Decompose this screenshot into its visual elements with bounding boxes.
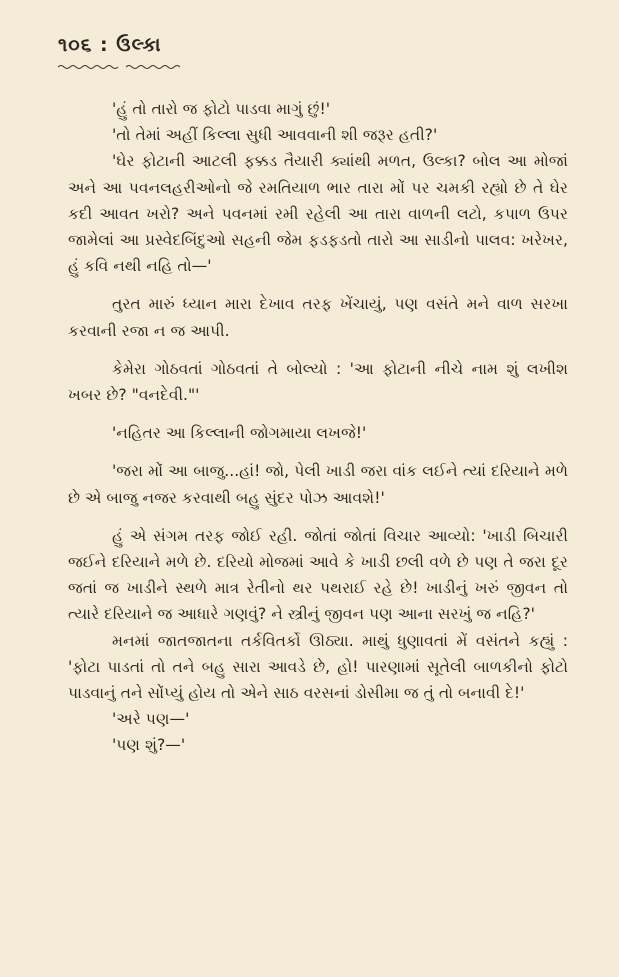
paragraph: મનમાં જાતજાતના તર્કવિતર્કો ઊઠ્યા. માથું ધુણાવતાં મેં વસંતને કહ્યું : 'ફોટા પાડતાં તો તને બહુ સારા આવડે છે, હો! પારણામાં સૂતેલી બાળકીનો ફોટો પાડવાનું તને સોંપ્યું હોય તો એને સાઠ વરસનાં ડોસીમા જ તું તો બનાવી દે!': [68, 631, 568, 703]
body-text: [68, 96, 568, 759]
running-head: ૧૦૬ : ઉલ્કા: [58, 34, 162, 56]
paragraph: 'તો તેમાં અહીં કિલ્લા સુધી આવવાની શી જરૂર હતી?': [112, 126, 438, 145]
paragraph: 'જરા મોં આ બાજુ...હાં! જો, પેલી ખાડી જરા વાંક લઈને ત્યાં દરિયાને મળે છે એ બાજુ નજર કરવાથી બહુ સુંદર પોઝ આવશે!': [68, 462, 568, 507]
paragraph: 'નહિતર આ કિલ્લાની જોગમાયા લખજે!': [112, 424, 367, 443]
paragraph: 'ઘેર ફોટાની આટલી ફક્કડ તૈયારી ક્યાંથી મળત, ઉલ્કા? બોલ આ મોજાં અને આ પવનલહરીઓનો જે રમતિયાળ ભાર તારા મોં પર ચમકી રહ્યો છે તે ઘેર કદી આવત ખરો? અને પવનમાં રમી રહેલી આ તારા વાળની લટો, કપાળ ઉપર જામેલાં આ પ્રસ્વેદબિંદુઓ સહની જેમ ફડફડતો તારો આ સાડીનો પાલવ: ખરેખર, હું કવિ નથી નહિ તો—': [68, 152, 568, 276]
paragraph: 'હું તો તારો જ ફોટો પાડવા માગું છું!': [112, 100, 331, 118]
paragraph: 'પણ શું?—': [112, 736, 186, 755]
paragraph: કેમેરા ગોઠવતાં ગોઠવતાં તે બોલ્યો : 'આ ફોટાની નીચે નામ શું લખીશ ખબર છે? "વનદેવી."': [68, 359, 568, 405]
paragraph: તુરત મારું ધ્યાન મારા દેખાવ તરફ ખેંચાયું, પણ વસંતે મને વાળ સરખા કરવાની રજા ન જ આપી.: [68, 295, 568, 340]
paragraph: 'અરે પણ—': [112, 710, 190, 729]
wavy-rule-ornament: [58, 64, 186, 70]
paragraph: હું એ સંગમ તરફ જોઈ રહી. જોતાં જોતાં વિચાર આવ્યો: 'ખાડી બિચારી જઈને દરિયાને મળે છે. દરિયો મોજમાં આવે કે ખાડી છલી વળે છે પણ તે જરા દૂર જતાં જ ખાડીને સ્થળે માત્ર રેતીનો થર પથરાઈ રહે છે! ખાડીનું ખરું જીવન તો ત્યારે દરિયાને જ આધારે ગણવું? ને સ્ત્રીનું જીવન પણ આના સરખું જ નહિ?': [68, 526, 568, 624]
